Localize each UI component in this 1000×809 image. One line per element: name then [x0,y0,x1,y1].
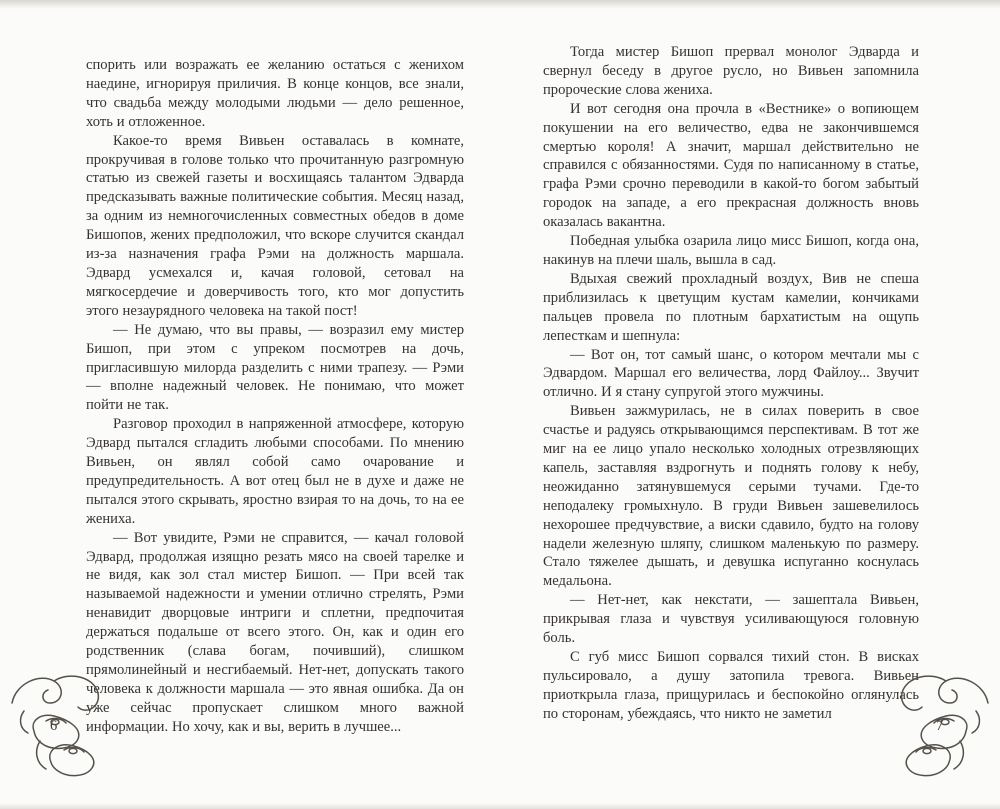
paragraph: — Вот увидите, Рэми не справится, — качал головой Эдвард, продолжая изящно резать мясо на своей тарелке и не видя, как зол стал мистер Бишоп. — При всей так называемой надежности и умении отлично стрелять, Рэми ненавидит дворцовые интриги и сплетни, предпочитая держаться подальше от всего этого. Он, как и один его родственник (слава богам, почивший), слишком прямолинейный и несгибаемый. Нет-нет, допускать такого человека к должности маршала — это явная ошибка. Да он уже сейчас пропускает слишком много важной информации. Но хочу, как и вы, верить в лучшее... [86,529,464,735]
scan-bottom-edge [0,803,1000,809]
paragraph: спорить или возражать ее желанию остаться с женихом наедине, игнорируя приличия. В конце концов, все знали, что свадьба между молодыми людьми — дело решенное, хоть и отложенное. [86,57,464,130]
paragraph: — Нет-нет, как некстати, — зашептала Вивьен, прикрывая глаза и чувствуя усиливающуюся головную боль. [543,592,919,647]
paragraph: Разговор проходил в напряженной атмосфере, которую Эдвард пытался сгладить любыми способами. По мнению Вивьен, он являл собой само очарование и предупредительность. А вот отец был не в духе и даже не пытался этого скрывать, яростно взирая то на дочь, то на ее жениха. [86,416,464,527]
paragraph: Какое-то время Вивьен оставалась в комнате, прокручивая в голове только что прочитанную разгромную статью из свежей газеты и восхищаясь талантом Эдварда предсказывать важные политические события. Месяц назад, за одним из немногочисленных совместных обедов в доме Бишопов, жених предположил, что вскоре случится скандал из-за назначения графа Рэми на должность маршала. Эдвард усмехался и, качая головой, сетовал на мягкосердечие и доверчивость того, кто мог допустить этого незаурядного человека на такой пост! [86,132,464,319]
paragraph: Тогда мистер Бишоп прервал монолог Эдварда и свернул беседу в другое русло, но Вивьен запомнила пророческие слова жениха. [543,44,919,98]
page-number: 7 [936,718,944,734]
left-page-text [86,56,464,762]
slippers-ornament-icon [6,667,106,785]
paragraph: — Не думаю, что вы правы, — возразил ему мистер Бишоп, при этом с упреком посмотрев на дочь, пригласившую милорда разделить с ними трапезу. — Рэми — вполне надежный человек. Не понимаю, что может пойти не так. [86,321,464,414]
slippers-ornament-icon [894,667,994,785]
paragraph: — Вот он, тот самый шанс, о котором мечтали мы с Эдвардом. Маршал его величества, лорд Файлоу... Звучит отлично. И я стану супругой этого мужчины. [543,346,919,401]
paragraph: Победная улыбка озарила лицо мисс Бишоп, когда она, накинув на плечи шаль, вышла в сад. [543,233,919,268]
paragraph: И вот сегодня она прочла в «Вестнике» о вопиющем покушении на его величество, едва не закончившемся смертью короля! А значит, маршал действительно не справился с обязанностями. Судя по написанному в статье, графа Рэми срочно переводили в какой-то богом забытый городок на западе, а его прекрасная должность вновь оказалась вакантна. [543,100,919,231]
scan-top-edge [0,0,1000,9]
paragraph: Вдыхая свежий прохладный воздух, Вив не спеша приблизилась к цветущим кустам камелии, кончиками пальцев провела по плотным бархатистым на ощупь лепесткам и шепнула: [543,270,919,344]
page-number: 6 [50,718,58,734]
paragraph: С губ мисс Бишоп сорвался тихий стон. В висках пульсировало, а душу затопила тревога. Вивьен приоткрыла глаза, прищурилась и беспокойно оглянулась по сторонам, убеждаясь, что никто не заметил [543,649,919,722]
paragraph: Вивьен зажмурилась, не в силах поверить в свое счастье и радуясь открывающимся перспективам. В тот же миг на ее лицо упало несколько холодных отрезвляющих капель, заставляя вздрогнуть и поднять голову к небу, неожиданно затянувшемуся серыми тучами. Где-то неподалеку громыхнуло. В груди Вивьен зашевелилось нехорошее предчувствие, а виски сдавило, будто на голову надели железную шляпу, слишком маленькую по размеру. Стало тяжелее дышать, и девушка испуганно коснулась медальона. [543,403,919,590]
right-page-text [543,43,919,753]
